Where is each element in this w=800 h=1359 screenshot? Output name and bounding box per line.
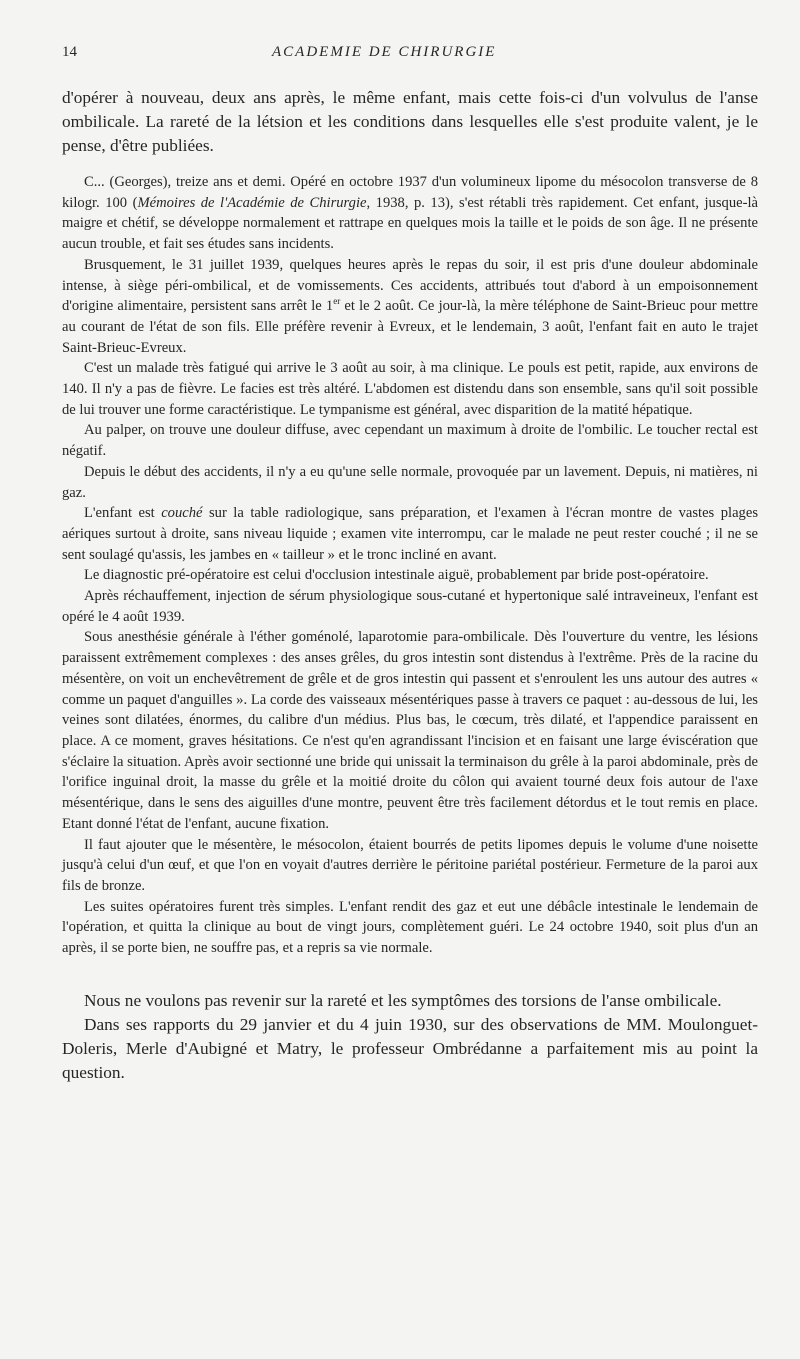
- observation-paragraph-1: [62, 172, 758, 255]
- closing-paragraph-2: Dans ses rapports du 29 janvier et du 4 juin 1930, sur des observations de MM. Moulonguet-Doleris, Merle d'Aubigné et Matry, le professeur Ombrédanne a parfaitement mis au point la question.: [62, 1014, 758, 1082]
- observation-paragraph-3: C'est un malade très fatigué qui arrive le 3 août au soir, à ma clinique. Le pouls est petit, rapide, aux environs de 140. Il n'y a pas de fièvre. Le facies est très altéré. L'abdomen est distendu dans son ensemble, sans qu'il soit possible de lui trouver une forme caractéristique. Le tympanisme est général, avec disparition de la matité hépatique.: [62, 360, 758, 418]
- citation-title: Mémoires de l'Académie de Chirurgie: [137, 194, 367, 211]
- observation-p6-text-end: sur la table radiologique, sans préparation, et l'examen à l'écran montre de vastes plages aériques surtout à droite, sans niveau liquide ; examen vite interrompu, car le malade ne peut rester couché ; il ne se sent soulagé qu'assis, les jambes en « tailleur » et le tronc incliné en avant.: [62, 505, 758, 563]
- observation-p2-text: Brusquement, le 31 juillet 1939, quelques heures après le repas du soir, il est pris d'une douleur abdominale intense, à siège péri-ombilical, et de vomissements. Ces accidents, attribués tout d'abord à un empoisonnement d'origine alimentaire, persistent sans arrêt le 1: [62, 256, 758, 315]
- observation-p2-text-end: et le 2 août. Ce jour-là, la mère téléphone de Saint-Brieuc pour mettre au courant de l'état de son fils. Elle préfère revenir à Evreux, et le lendemain, 3 août, l'enfant fait en auto le trajet Saint-Brieuc-Evreux.: [62, 298, 759, 356]
- closing-paragraph-1: Nous ne voulons pas revenir sur la rareté et les symptômes des torsions de l'anse ombilicale.: [84, 990, 722, 1010]
- observation-paragraph-10: Il faut ajouter que le mésentère, le mésocolon, étaient bourrés de petits lipomes depuis le volume d'une noisette jusqu'à celui d'un œuf, et que l'on en voyait d'autres derrière le péritoine pariétal postérieur. Fermeture de la paroi aux fils de bronze.: [62, 836, 758, 894]
- observation-p1-text-end: , 1938, p. 13), s'est rétabli très rapidement. Cet enfant, jusque-là maigre et chétif, se développe normalement et rattrape en quelques mois la taille et le poids de son âge. Il ne présente aucun trouble, et fait ses études sans incidents.: [62, 194, 758, 253]
- observation-paragraph-6: [62, 503, 758, 565]
- observation-section: [62, 172, 758, 959]
- observation-p6-text: L'enfant est: [84, 505, 162, 522]
- observation-paragraph-4: Au palper, on trouve une douleur diffuse, avec cependant un maximum à droite de l'ombilic. Le toucher rectal est négatif.: [62, 422, 758, 460]
- emphasis-word: couché: [161, 505, 203, 522]
- observation-paragraph-8: Après réchauffement, injection de sérum physiologique sous-cutané et hypertonique salé intraveineux, l'enfant est opéré le 4 août 1939.: [62, 588, 758, 625]
- page-number: 14: [62, 44, 77, 60]
- observation-paragraph-5: Depuis le début des accidents, il n'y a eu qu'une selle normale, provoquée par un lavement. Depuis, ni matières, ni gaz.: [62, 463, 758, 501]
- running-title: ACADEMIE DE CHIRURGIE: [272, 44, 497, 60]
- observation-paragraph-11: Les suites opératoires furent très simples. L'enfant rendit des gaz et eut une débâcle intestinale le lendemain de l'opération, et quitta la clinique au bout de vingt jours, complètement guéri. Le 24 octobre 1940, soit plus d'un an après, il se porte bien, ne souffre pas, et a repris sa vie normale.: [62, 898, 758, 957]
- running-head: [62, 40, 758, 66]
- observation-paragraph-7: Le diagnostic pré-opératoire est celui d'occlusion intestinale aiguë, probablement par bride post-opératoire.: [84, 567, 709, 584]
- observation-paragraph-9: Sous anesthésie générale à l'éther goménolé, laparotomie para-ombilicale. Dès l'ouverture du ventre, les lésions paraissent extrêmement complexes : des anses grêles, du gros intestin sont distendus à l'extrême. Près de la racine du mésentère, on voit un enchevêtrement de grêle et de gros intestin qui passent et s'enroulent les uns autour des autres « comme un paquet d'anguilles ». La corde des vaisseaux mésentériques passe à travers ce paquet : au-dessous de lui, les veines sont dilatées, énormes, du calibre d'un médius. Plus bas, le cœcum, très dilaté, et l'appendice paraissent en place. A ce moment, graves hésitations. Ce n'est qu'en agrandissant l'incision et en faisant une large éviscération que s'éclaire la situation. Après avoir sectionné une bride qui unissait la terminaison du grêle à la paroi abdominale, près de l'orifice inguinal droit, la masse du grêle et la moitié droite du côlon qui avaient tourné deux fois autour de l'axe mésentérique, dans le sens des aiguilles d'une montre, peuvent être très facilement détordus et le tout remis en place. Etant donné l'état de l'enfant, aucune fixation.: [62, 629, 758, 832]
- observation-paragraph-2: [62, 255, 758, 359]
- intro-paragraph: d'opérer à nouveau, deux ans après, le même enfant, mais cette fois-ci d'un volvulus de l'anse ombilicale. La rareté de la létsion et les conditions dans lesquelles elle s'est produite valent, je le pense, d'être publiées.: [62, 88, 758, 155]
- observation-p1-text: C... (Georges), treize ans et demi. Opéré en octobre 1937 d'un volumineux lipome du mésocolon transverse de 8 kilogr. 100 (: [62, 174, 758, 211]
- ordinal-superscript: er: [333, 296, 341, 307]
